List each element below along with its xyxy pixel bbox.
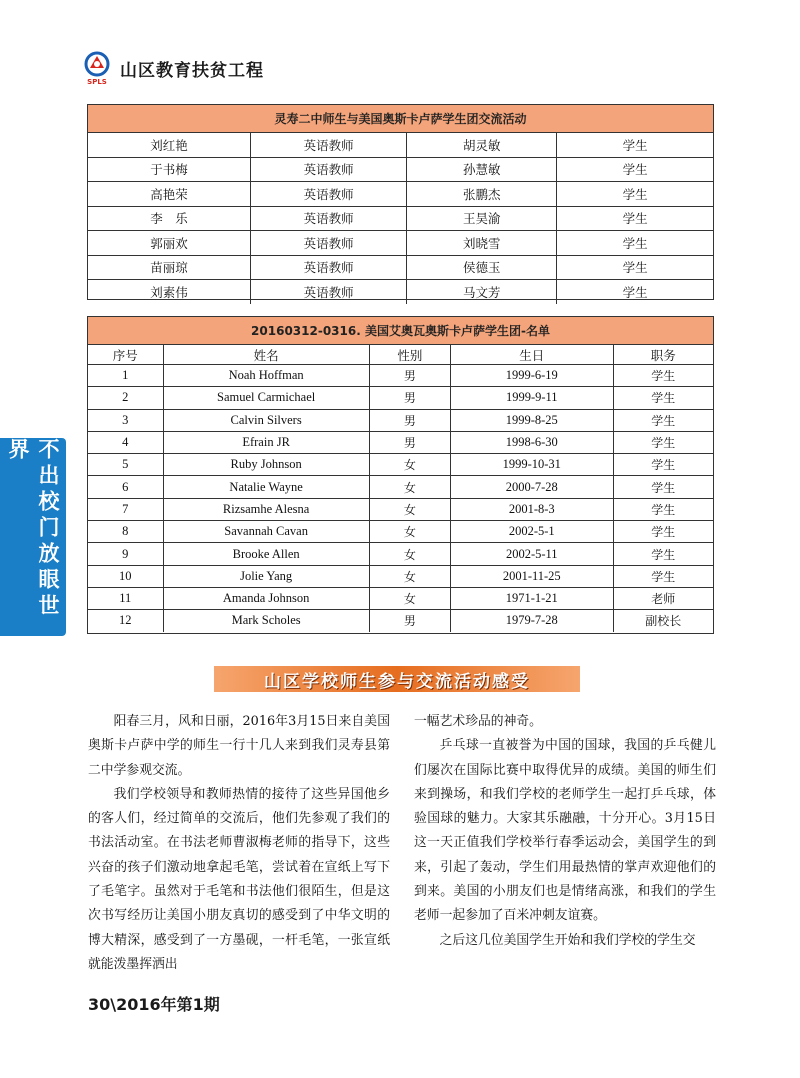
table-cell: Savannah Cavan [163,521,369,543]
column-header: 姓名 [163,345,369,365]
table-cell: 3 [88,409,163,431]
table-cell: 郭丽欢 [88,231,251,256]
table-cell: 英语教师 [251,231,407,256]
column-header: 序号 [112,347,138,363]
table-cell: 1999-9-11 [451,387,614,409]
exchange-participants-table [87,104,714,300]
table-cell: 胡灵敏 [407,133,557,157]
table-cell: 英语教师 [251,206,407,231]
table-cell: 2002-5-1 [451,521,614,543]
table-cell: 英语教师 [251,182,407,207]
table-cell: 学生 [557,182,713,207]
table-cell: 女 [369,498,450,520]
table-cell: Brooke Allen [163,543,369,565]
table-cell: 王昊渝 [407,206,557,231]
header-title: 山区教育扶贫工程 [120,60,264,81]
table-cell: 1971-1-21 [451,587,614,609]
article-title-banner [214,666,580,692]
table-cell: 女 [369,543,450,565]
table-cell: 男 [369,431,450,453]
table-row [88,610,713,632]
table-row [88,476,713,498]
table-row [88,133,713,157]
table-cell: 张鹏杰 [407,182,557,207]
table2-title: 20160312-0316. 美国艾奥瓦奥斯卡卢萨学生团-名单 [88,317,713,345]
table-cell: Rizsamhe Alesna [163,498,369,520]
table-row [88,498,713,520]
table-row [88,543,713,565]
table-cell: 学生 [613,365,713,387]
table-cell: 刘红艳 [150,137,188,153]
column-header: 生日 [451,345,614,365]
table-cell: 学生 [613,431,713,453]
table-cell: 2000-7-28 [451,476,614,498]
table-cell: 学生 [613,543,713,565]
page-header [78,50,264,86]
article-column-left [88,710,390,977]
article-title: 山区学校师生参与交流活动感受 [264,671,530,692]
table-row [88,521,713,543]
table-cell: Jolie Yang [163,565,369,587]
table-cell: 1998-6-30 [451,431,614,453]
table-cell: 2 [88,387,163,409]
table-cell: 8 [88,521,163,543]
table-cell: 学生 [613,476,713,498]
table-cell: 2002-5-11 [451,543,614,565]
table-row [88,255,713,280]
article-paragraph: 乒乓球一直被誉为中国的国球，我国的乒乓健儿们屡次在国际比赛中取得优异的成绩。美国的师生们来到操场，和我们学校的老师学生一起打乒乓球，体验国球的魅力。大家其乐融融，十分开心。3月15日这一天正值我们学校举行春季运动会，美国学生的到来，引起了轰动，学生们用最热情的掌声欢迎他们的到来。美国的小朋友们也是情绪高涨，和我们的学生老师一起参加了百米冲刺友谊赛。 [414,738,716,924]
table-cell: 男 [369,387,450,409]
table-cell: 10 [88,565,163,587]
table-cell: 苗丽琼 [88,255,251,280]
table-cell: 学生 [557,280,713,304]
table-cell: 2001-11-25 [451,565,614,587]
table-cell: Ruby Johnson [163,454,369,476]
table-cell: 学生 [613,498,713,520]
table-row [88,280,713,304]
table-cell: 6 [88,476,163,498]
table-cell: 学生 [557,206,713,231]
table-cell: 学生 [557,133,713,157]
column-header: 性别 [369,345,450,365]
table-cell: 5 [88,454,163,476]
table-cell: Natalie Wayne [163,476,369,498]
table-cell: 学生 [613,409,713,431]
table-cell: Mark Scholes [163,610,369,632]
table-cell: Calvin Silvers [163,409,369,431]
table-row [88,565,713,587]
table-cell: 男 [369,365,450,387]
table-cell: 英语教师 [251,133,407,157]
table-cell: 1999-10-31 [451,454,614,476]
table-cell: Samuel Carmichael [163,387,369,409]
table-row [88,587,713,609]
column-header: 职务 [613,345,713,365]
table-cell: 老师 [613,587,713,609]
table-cell: 1999-6-19 [451,365,614,387]
table-cell: 刘素伟 [88,280,251,304]
table-cell: 女 [369,565,450,587]
table-row [88,431,713,453]
table-cell: Efrain JR [163,431,369,453]
table-cell: 学生 [613,565,713,587]
table-cell: 1999-8-25 [451,409,614,431]
table-cell: 刘晓雪 [407,231,557,256]
table-cell: Amanda Johnson [163,587,369,609]
student-roster-table [87,316,714,634]
article-column-right [414,710,716,953]
table-cell: 英语教师 [251,280,407,304]
table-row [88,182,713,207]
table-row [88,454,713,476]
table-cell: 女 [369,454,450,476]
table-cell: 高艳荣 [88,182,251,207]
table-row [88,365,713,387]
table-row [88,206,713,231]
table-cell: 4 [88,431,163,453]
table-cell: 学生 [557,157,713,182]
table-cell: 学生 [613,521,713,543]
side-tab-label: 不出校门放眼世界 [6,438,60,620]
table-cell: 女 [369,587,450,609]
page-footer: 30\2016年第1期 [88,995,220,1014]
table-cell: 学生 [613,387,713,409]
table-cell: 学生 [613,454,713,476]
table-cell: 12 [88,610,163,632]
table-cell: 副校长 [613,610,713,632]
table-row [88,231,713,256]
table-cell: 男 [369,409,450,431]
table-cell: 1979-7-28 [451,610,614,632]
side-tab [0,438,66,636]
table-cell: 学生 [557,255,713,280]
table-row [88,387,713,409]
table-cell: 马文芳 [407,280,557,304]
table-cell: 英语教师 [251,255,407,280]
table-cell: 11 [88,587,163,609]
table-row [88,409,713,431]
logo-text: SPLS [87,78,107,86]
table-cell: 女 [369,521,450,543]
article-paragraph: 之后这几位美国学生开始和我们学校的学生交 [439,932,696,948]
table1-title: 灵寿二中师生与美国奥斯卡卢萨学生团交流活动 [88,105,713,133]
table-cell: 9 [88,543,163,565]
table-cell: 侯德玉 [407,255,557,280]
table-cell: 李 乐 [88,206,251,231]
table-cell: 7 [88,498,163,520]
table-cell: 1 [88,365,163,387]
article-paragraph: 阳春三月，风和日丽，2016年3月15日来自美国奥斯卡卢萨中学的师生一行十几人来到我们灵寿县第二中学参观交流。 [88,714,390,778]
table-cell: 男 [369,610,450,632]
article-paragraph-continued: 一幅艺术珍品的神奇。 [414,714,542,729]
table-row [88,157,713,182]
table-cell: 2001-8-3 [451,498,614,520]
article-paragraph: 我们学校领导和教师热情的接待了这些异国他乡的客人们，经过简单的交流后，他们先参观了我们的书法活动室。在书法老师曹淑梅老师的指导下，这些兴奋的孩子们激动地拿起毛笔，尝试着在宣纸上写下了毛笔字。虽然对于毛笔和书法他们很陌生，但是这次书写经历让美国小朋友真切的感受到了中华文明的博大精深，感受到了一方墨砚，一杆毛笔，一张宣纸就能泼墨挥洒出 [88,786,390,972]
table-cell: 学生 [557,231,713,256]
logo-icon [78,50,116,86]
table-cell: 女 [369,476,450,498]
table-cell: 孙慧敏 [407,157,557,182]
table-cell: Noah Hoffman [163,365,369,387]
table-cell: 英语教师 [251,157,407,182]
table-cell: 于书梅 [88,157,251,182]
